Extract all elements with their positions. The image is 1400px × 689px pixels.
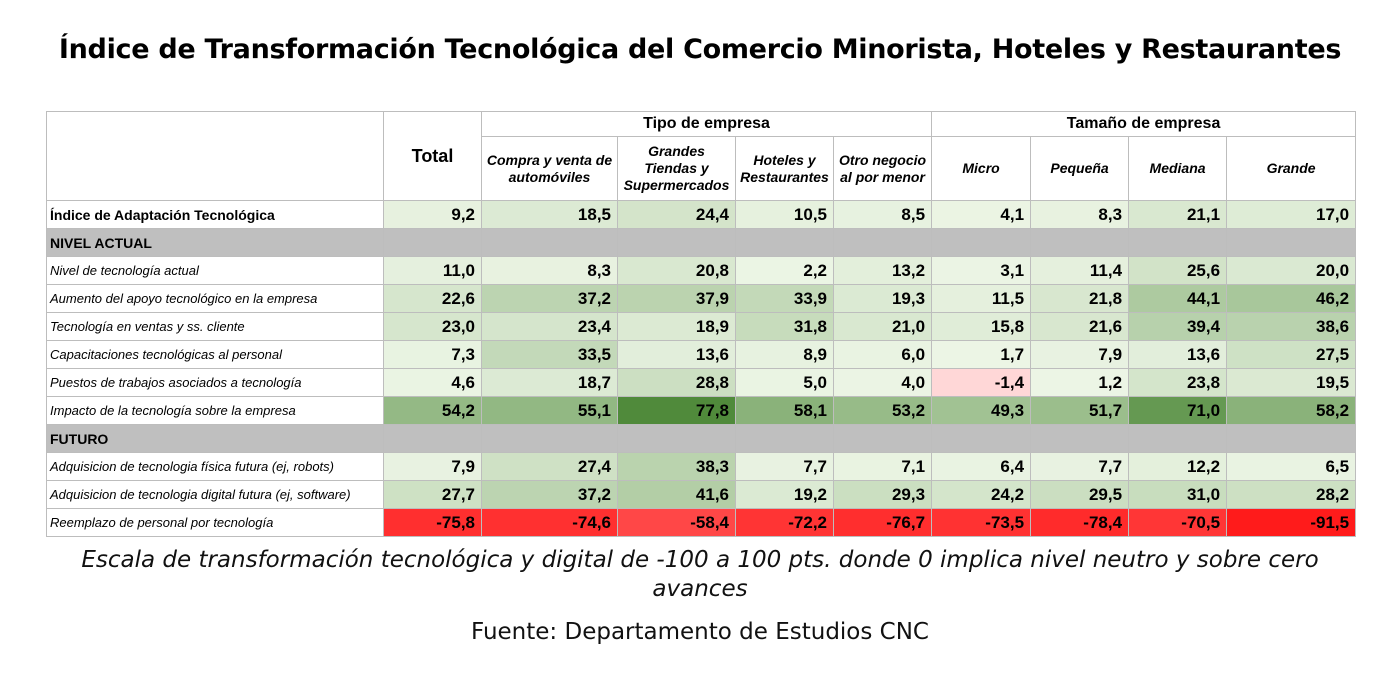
value-cell: 58,2	[1227, 397, 1356, 425]
value-cell: 27,7	[384, 481, 482, 509]
section-blank-cell	[482, 229, 618, 257]
value-cell: 11,5	[932, 285, 1031, 313]
value-cell: 2,2	[736, 257, 834, 285]
section-blank-cell	[932, 425, 1031, 453]
value-cell: 12,2	[1129, 453, 1227, 481]
value-cell: -70,5	[1129, 509, 1227, 537]
value-cell: 19,3	[834, 285, 932, 313]
header-col-micro: Micro	[932, 137, 1031, 201]
scale-note-line-2: avances	[652, 576, 748, 602]
row-label: Tecnología en ventas y ss. cliente	[47, 313, 384, 341]
value-cell: 13,2	[834, 257, 932, 285]
section-row	[47, 229, 1356, 257]
row-label: Índice de Adaptación Tecnológica	[47, 201, 384, 229]
scale-note	[0, 546, 1400, 604]
row-label: Capacitaciones tecnológicas al personal	[47, 341, 384, 369]
section-blank-cell	[1031, 229, 1129, 257]
value-cell: -91,5	[1227, 509, 1356, 537]
value-cell: 18,9	[618, 313, 736, 341]
header-col-grande: Grande	[1227, 137, 1356, 201]
value-cell: 21,0	[834, 313, 932, 341]
table-row	[47, 341, 1356, 369]
value-cell: -1,4	[932, 369, 1031, 397]
table-row	[47, 397, 1356, 425]
value-cell: 46,2	[1227, 285, 1356, 313]
header-total: Total	[384, 112, 482, 201]
header-col-grandes-tiendas: Grandes Tiendas y Supermercados	[618, 137, 736, 201]
table-body	[47, 201, 1356, 537]
value-cell: 58,1	[736, 397, 834, 425]
value-cell: 49,3	[932, 397, 1031, 425]
section-blank-cell	[618, 425, 736, 453]
value-cell: 9,2	[384, 201, 482, 229]
value-cell: 37,2	[482, 481, 618, 509]
section-blank-cell	[834, 425, 932, 453]
table-row	[47, 509, 1356, 537]
value-cell: 19,2	[736, 481, 834, 509]
value-cell: 28,8	[618, 369, 736, 397]
source-note: Fuente: Departamento de Estudios CNC	[470, 619, 929, 645]
header-col-hoteles: Hoteles y Restaurantes	[736, 137, 834, 201]
value-cell: 19,5	[1227, 369, 1356, 397]
value-cell: 11,0	[384, 257, 482, 285]
section-blank-cell	[1129, 229, 1227, 257]
table-row	[47, 481, 1356, 509]
value-cell: 7,9	[1031, 341, 1129, 369]
value-cell: 23,4	[482, 313, 618, 341]
section-blank-cell	[932, 229, 1031, 257]
row-label: Nivel de tecnología actual	[47, 257, 384, 285]
value-cell: 18,7	[482, 369, 618, 397]
value-cell: 6,5	[1227, 453, 1356, 481]
value-cell: 6,0	[834, 341, 932, 369]
value-cell: 8,3	[1031, 201, 1129, 229]
header-col-pequena: Pequeña	[1031, 137, 1129, 201]
value-cell: 53,2	[834, 397, 932, 425]
section-blank-cell	[1031, 425, 1129, 453]
value-cell: -75,8	[384, 509, 482, 537]
value-cell: -58,4	[618, 509, 736, 537]
header-col-compra-venta: Compra y venta de automóviles	[482, 137, 618, 201]
row-label: Aumento del apoyo tecnológico en la empresa	[47, 285, 384, 313]
table-row	[47, 369, 1356, 397]
value-cell: 7,7	[1031, 453, 1129, 481]
section-blank-cell	[1227, 229, 1356, 257]
row-label: Adquisicion de tecnologia física futura (ej, robots)	[47, 453, 384, 481]
value-cell: 6,4	[932, 453, 1031, 481]
value-cell: 38,3	[618, 453, 736, 481]
value-cell: 4,6	[384, 369, 482, 397]
section-blank-cell	[1129, 425, 1227, 453]
section-blank-cell	[736, 425, 834, 453]
header-col-otro-negocio: Otro negocio al por menor	[834, 137, 932, 201]
section-blank-cell	[384, 229, 482, 257]
row-label: FUTURO	[47, 425, 384, 453]
value-cell: 7,9	[384, 453, 482, 481]
value-cell: 8,5	[834, 201, 932, 229]
value-cell: 41,6	[618, 481, 736, 509]
scale-note-line-1: Escala de transformación tecnológica y digital de -100 a 100 pts. donde 0 implica nivel neutro y sobre cero	[81, 547, 1319, 573]
row-label: NIVEL ACTUAL	[47, 229, 384, 257]
value-cell: 3,1	[932, 257, 1031, 285]
value-cell: 4,1	[932, 201, 1031, 229]
value-cell: 33,9	[736, 285, 834, 313]
value-cell: 23,0	[384, 313, 482, 341]
section-blank-cell	[482, 425, 618, 453]
value-cell: 51,7	[1031, 397, 1129, 425]
value-cell: 27,5	[1227, 341, 1356, 369]
value-cell: 22,6	[384, 285, 482, 313]
value-cell: 38,6	[1227, 313, 1356, 341]
header-col-mediana: Mediana	[1129, 137, 1227, 201]
value-cell: -78,4	[1031, 509, 1129, 537]
value-cell: 25,6	[1129, 257, 1227, 285]
value-cell: 13,6	[618, 341, 736, 369]
value-cell: 31,8	[736, 313, 834, 341]
value-cell: 7,1	[834, 453, 932, 481]
value-cell: 44,1	[1129, 285, 1227, 313]
header-group-tipo: Tipo de empresa	[482, 112, 932, 137]
value-cell: 27,4	[482, 453, 618, 481]
value-cell: 8,3	[482, 257, 618, 285]
value-cell: 10,5	[736, 201, 834, 229]
value-cell: -74,6	[482, 509, 618, 537]
value-cell: 37,2	[482, 285, 618, 313]
header-blank-cell	[47, 112, 384, 201]
value-cell: 39,4	[1129, 313, 1227, 341]
section-blank-cell	[1227, 425, 1356, 453]
value-cell: 13,6	[1129, 341, 1227, 369]
table-row	[47, 201, 1356, 229]
index-table	[46, 111, 1356, 537]
value-cell: -73,5	[932, 509, 1031, 537]
value-cell: 21,1	[1129, 201, 1227, 229]
section-row	[47, 425, 1356, 453]
value-cell: 4,0	[834, 369, 932, 397]
table-row	[47, 453, 1356, 481]
value-cell: 28,2	[1227, 481, 1356, 509]
page-title: Índice de Transformación Tecnológica del Comercio Minorista, Hoteles y Restaurantes	[58, 34, 1342, 65]
value-cell: 11,4	[1031, 257, 1129, 285]
value-cell: 29,5	[1031, 481, 1129, 509]
value-cell: 1,2	[1031, 369, 1129, 397]
value-cell: 24,4	[618, 201, 736, 229]
table-row	[47, 257, 1356, 285]
value-cell: 5,0	[736, 369, 834, 397]
value-cell: 8,9	[736, 341, 834, 369]
value-cell: 23,8	[1129, 369, 1227, 397]
section-blank-cell	[384, 425, 482, 453]
value-cell: 20,8	[618, 257, 736, 285]
value-cell: 37,9	[618, 285, 736, 313]
value-cell: 31,0	[1129, 481, 1227, 509]
value-cell: 33,5	[482, 341, 618, 369]
value-cell: 20,0	[1227, 257, 1356, 285]
value-cell: -72,2	[736, 509, 834, 537]
value-cell: 18,5	[482, 201, 618, 229]
row-label: Puestos de trabajos asociados a tecnología	[47, 369, 384, 397]
value-cell: -76,7	[834, 509, 932, 537]
row-label: Impacto de la tecnología sobre la empresa	[47, 397, 384, 425]
table-row	[47, 285, 1356, 313]
value-cell: 7,3	[384, 341, 482, 369]
value-cell: 21,8	[1031, 285, 1129, 313]
section-blank-cell	[618, 229, 736, 257]
section-blank-cell	[834, 229, 932, 257]
value-cell: 55,1	[482, 397, 618, 425]
value-cell: 54,2	[384, 397, 482, 425]
value-cell: 24,2	[932, 481, 1031, 509]
value-cell: 77,8	[618, 397, 736, 425]
section-blank-cell	[736, 229, 834, 257]
value-cell: 7,7	[736, 453, 834, 481]
row-label: Adquisicion de tecnologia digital futura (ej, software)	[47, 481, 384, 509]
value-cell: 17,0	[1227, 201, 1356, 229]
value-cell: 15,8	[932, 313, 1031, 341]
header-group-tamano: Tamaño de empresa	[932, 112, 1356, 137]
value-cell: 1,7	[932, 341, 1031, 369]
value-cell: 29,3	[834, 481, 932, 509]
row-label: Reemplazo de personal por tecnología	[47, 509, 384, 537]
table-row	[47, 313, 1356, 341]
value-cell: 21,6	[1031, 313, 1129, 341]
value-cell: 71,0	[1129, 397, 1227, 425]
